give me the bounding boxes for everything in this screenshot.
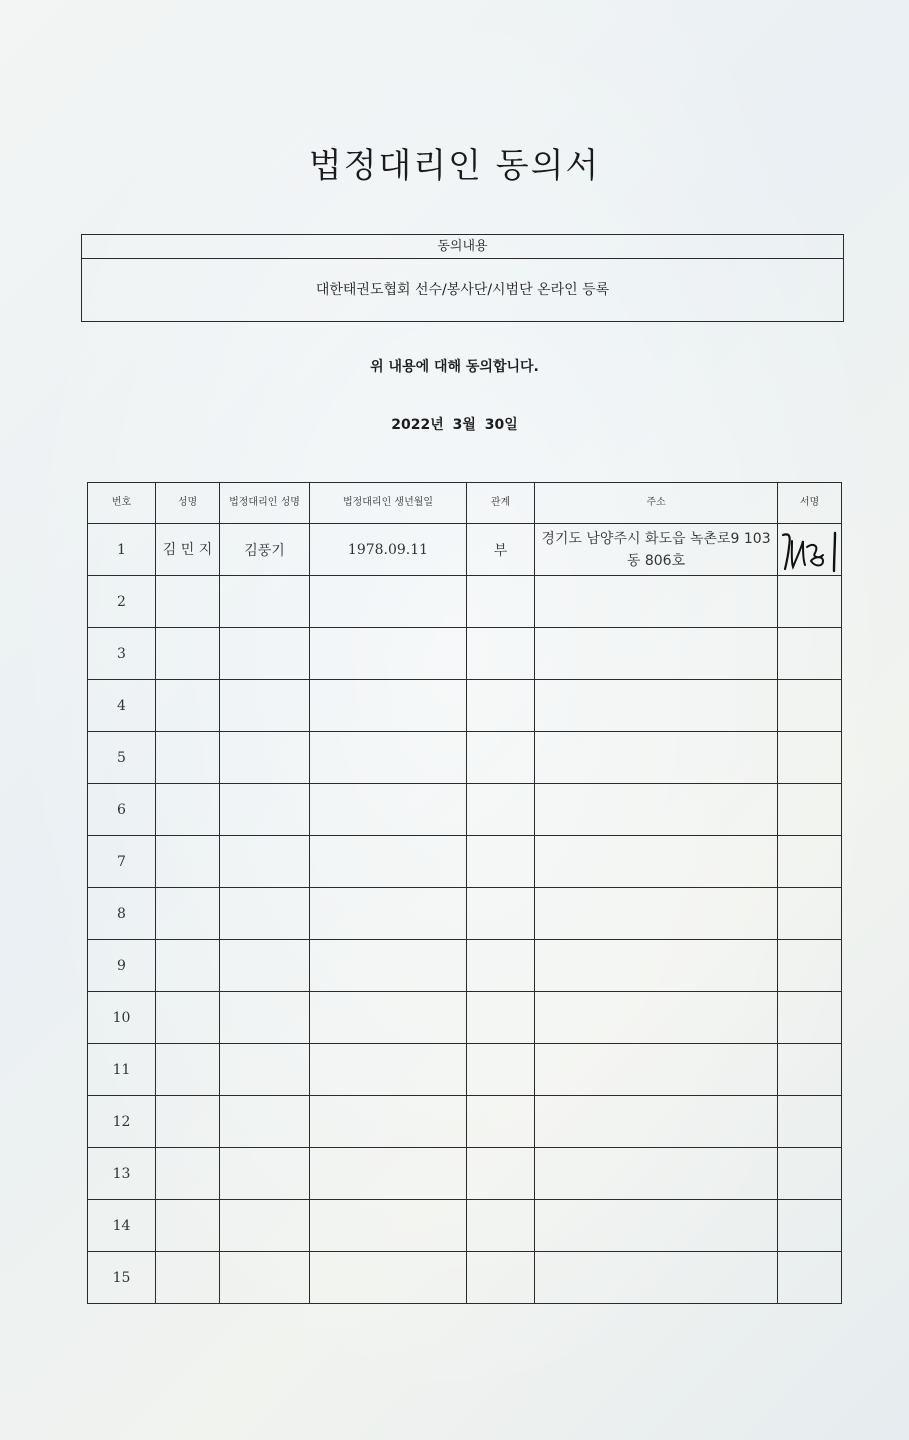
document-title: 법정대리인 동의서 (308, 146, 601, 186)
header-guardian-birth: 법정대리인 생년월일 (310, 483, 467, 524)
guardian-birth-cell (310, 1148, 467, 1200)
name-cell (156, 836, 220, 888)
guardian-name-cell (220, 680, 310, 732)
address-cell (535, 680, 778, 732)
table-header-row (88, 483, 842, 524)
row-number: 11 (88, 1044, 156, 1096)
address-cell: 경기도 남양주시 화도읍 녹촌로9 103동 806호 (535, 524, 778, 576)
guardian-name-cell (220, 1148, 310, 1200)
row-number: 6 (88, 784, 156, 836)
header-signature: 서명 (778, 483, 842, 524)
signature-cell (778, 524, 842, 576)
header-relation: 관계 (467, 483, 535, 524)
name-cell (156, 1200, 220, 1252)
address-cell (535, 940, 778, 992)
address-cell (535, 784, 778, 836)
relation-cell (467, 1252, 535, 1304)
guardian-birth-cell (310, 1044, 467, 1096)
name-cell (156, 992, 220, 1044)
name-cell (156, 680, 220, 732)
header-guardian-name: 법정대리인 성명 (220, 483, 310, 524)
table-row (88, 680, 842, 732)
relation-cell (467, 576, 535, 628)
signature-cell (778, 680, 842, 732)
name-cell (156, 732, 220, 784)
signature-cell (778, 732, 842, 784)
guardian-name-cell (220, 784, 310, 836)
table-row (88, 1096, 842, 1148)
table-row (88, 1200, 842, 1252)
name-cell (156, 576, 220, 628)
relation-cell (467, 1200, 535, 1252)
guardian-birth-cell (310, 576, 467, 628)
row-number: 3 (88, 628, 156, 680)
address-cell (535, 732, 778, 784)
handwritten-signature (779, 527, 841, 573)
guardian-name-cell (220, 1200, 310, 1252)
relation-cell: 부 (467, 524, 535, 576)
signature-cell (778, 628, 842, 680)
table-row (88, 524, 842, 576)
guardian-name-cell (220, 576, 310, 628)
address-cell (535, 888, 778, 940)
address-cell (535, 1044, 778, 1096)
relation-cell (467, 628, 535, 680)
signature-cell (778, 1096, 842, 1148)
row-number: 7 (88, 836, 156, 888)
header-name: 성명 (156, 483, 220, 524)
table-body (88, 524, 842, 1304)
guardian-name-cell (220, 1252, 310, 1304)
header-no: 번호 (88, 483, 156, 524)
relation-cell (467, 992, 535, 1044)
table-row (88, 1148, 842, 1200)
name-cell (156, 1044, 220, 1096)
guardian-birth-cell: 1978.09.11 (310, 524, 467, 576)
address-cell (535, 1252, 778, 1304)
agree-statement: 위 내용에 대해 동의합니다. (370, 359, 539, 375)
row-number: 10 (88, 992, 156, 1044)
relation-cell (467, 732, 535, 784)
signature-cell (778, 784, 842, 836)
guardian-name-cell: 김풍기 (220, 524, 310, 576)
relation-cell (467, 836, 535, 888)
signature-cell (778, 940, 842, 992)
address-cell (535, 1096, 778, 1148)
signature-cell (778, 992, 842, 1044)
guardian-birth-cell (310, 628, 467, 680)
name-cell (156, 628, 220, 680)
table-row (88, 940, 842, 992)
relation-cell (467, 940, 535, 992)
signature-cell (778, 1200, 842, 1252)
guardian-birth-cell (310, 1252, 467, 1304)
address-cell (535, 992, 778, 1044)
relation-cell (467, 1148, 535, 1200)
relation-cell (467, 1096, 535, 1148)
address-cell (535, 836, 778, 888)
signature-cell (778, 1252, 842, 1304)
consent-text: 대한태권도협회 선수/봉사단/시범단 온라인 등록 (315, 282, 610, 298)
relation-cell (467, 1044, 535, 1096)
table-row (88, 888, 842, 940)
signature-cell (778, 1148, 842, 1200)
row-number: 2 (88, 576, 156, 628)
guardian-name-cell (220, 628, 310, 680)
row-number: 8 (88, 888, 156, 940)
row-number: 15 (88, 1252, 156, 1304)
guardian-birth-cell (310, 992, 467, 1044)
table-row (88, 732, 842, 784)
address-cell (535, 1200, 778, 1252)
guardian-name-cell (220, 836, 310, 888)
guardian-name-cell (220, 1044, 310, 1096)
name-cell (156, 1096, 220, 1148)
document-date: 2022년 3월 30일 (391, 417, 518, 433)
header-address: 주소 (535, 483, 778, 524)
guardian-table (87, 482, 842, 1304)
row-number: 1 (88, 524, 156, 576)
name-cell: 김 민 지 (156, 524, 220, 576)
table-row (88, 576, 842, 628)
name-cell (156, 888, 220, 940)
guardian-name-cell (220, 888, 310, 940)
name-cell (156, 1252, 220, 1304)
guardian-birth-cell (310, 1096, 467, 1148)
guardian-name-cell (220, 992, 310, 1044)
guardian-birth-cell (310, 784, 467, 836)
row-number: 4 (88, 680, 156, 732)
row-number: 9 (88, 940, 156, 992)
guardian-birth-cell (310, 1200, 467, 1252)
signature-cell (778, 1044, 842, 1096)
guardian-birth-cell (310, 732, 467, 784)
guardian-birth-cell (310, 888, 467, 940)
address-cell (535, 628, 778, 680)
table-row (88, 1252, 842, 1304)
name-cell (156, 784, 220, 836)
row-number: 5 (88, 732, 156, 784)
relation-cell (467, 680, 535, 732)
address-cell (535, 1148, 778, 1200)
guardian-name-cell (220, 1096, 310, 1148)
relation-cell (467, 888, 535, 940)
signature-cell (778, 576, 842, 628)
signature-cell (778, 836, 842, 888)
consent-box (81, 234, 844, 322)
guardian-name-cell (220, 940, 310, 992)
table-row (88, 784, 842, 836)
table-row (88, 992, 842, 1044)
name-cell (156, 1148, 220, 1200)
consent-header: 동의내용 (82, 235, 843, 259)
signature-cell (778, 888, 842, 940)
guardian-birth-cell (310, 940, 467, 992)
guardian-birth-cell (310, 836, 467, 888)
relation-cell (467, 784, 535, 836)
table-row (88, 1044, 842, 1096)
table-row (88, 836, 842, 888)
row-number: 14 (88, 1200, 156, 1252)
guardian-name-cell (220, 732, 310, 784)
guardian-birth-cell (310, 680, 467, 732)
table-row (88, 628, 842, 680)
address-cell (535, 576, 778, 628)
row-number: 12 (88, 1096, 156, 1148)
row-number: 13 (88, 1148, 156, 1200)
name-cell (156, 940, 220, 992)
